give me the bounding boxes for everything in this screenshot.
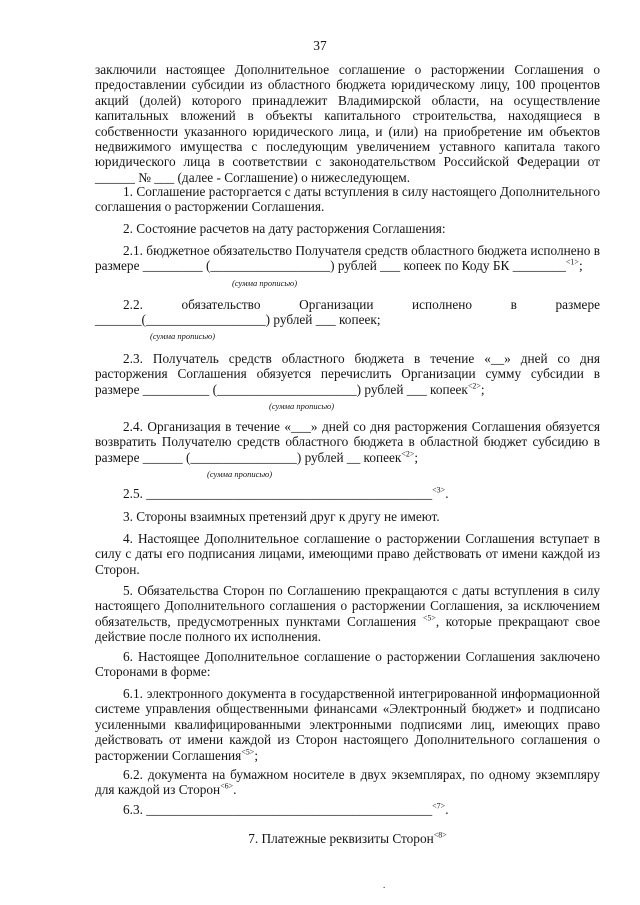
- footnote-ref: <8>: [433, 830, 447, 840]
- clause-6-2: [95, 767, 600, 798]
- sum-caption: (сумма прописью): [269, 401, 335, 411]
- clause-6-2-text: 6.2. документа на бумажном носителе в двух экземплярах, по одному экземпляру для каждой из Сторон: [95, 767, 600, 798]
- footnote-ref: <7>: [432, 801, 446, 811]
- clause-1: 1. Соглашение расторгается с даты вступления в силу настоящего Дополнительного соглашения о расторжении Соглашения.: [95, 184, 600, 215]
- clause-2-1-text: 2.1. бюджетное обязательство Получателя средств областного бюджета исполнено в размере _________ (__________________) рублей ___ копеек по Коду БК ________: [95, 243, 600, 274]
- footnote-ref: <3>: [432, 485, 446, 495]
- footnote-ref: <2>: [467, 381, 481, 391]
- sum-caption: (сумма прописью): [232, 278, 298, 288]
- clause-2-1: [95, 243, 600, 274]
- sum-caption: (сумма прописью): [207, 469, 273, 479]
- clause-end: ;: [480, 381, 485, 397]
- intro-paragraph: заключили настоящее Дополнительное соглашение о расторжении Соглашения о предоставлении субсидии из областного бюджета юридическому лицу, 100 процентов акций (долей) которого принадлежит Владимирской области, на осуществление капитальных вложений в объекты капитального строительства, находящиеся в собственности указанного юридического лица, и (или) на приобретение им объектов недвижимого имущества с последующим увеличением уставного капитала такого юридического лица в соответствии с законодательством Российской Федерации от ______ № ___ (далее - Соглашение) о нижеследующем.: [95, 62, 600, 185]
- clause-2-3-text: 2.3. Получатель средств областного бюджета в течение «__» дней со дня расторжения Соглашения обязуется перечислить Организации сумму субсидии в размере __________ (_____________________) рублей ___ копеек: [95, 351, 600, 397]
- clause-2-4-text: 2.4. Организация в течение «___» дней со дня расторжения Соглашения обязуется возвратить Получателю средств областного бюджета в областной бюджет субсидию в размере ______ (________________) рублей __ копеек: [95, 419, 600, 465]
- scan-speck: .: [383, 880, 386, 890]
- clause-6-1-text: 6.1. электронного документа в государственной интегрированной информационной системе управления общественными финансами «Электронный бюджет» и подписано усиленными квалифицированными электронными подписями лиц, имеющих право действовать от имени каждой из Сторон настоящего Дополнительного соглашения о расторжении Соглашения: [95, 686, 600, 763]
- footnote-ref: <1>: [565, 257, 579, 267]
- clause-6-3: [95, 802, 600, 817]
- clause-2-3: [95, 351, 600, 397]
- clause-2-2: 2.2. обязательство Организации исполнено в размере _______(__________________) рублей ___ копеек;: [95, 297, 600, 328]
- page-number: 37: [313, 38, 327, 53]
- clause-end: .: [445, 802, 449, 817]
- clause-5-text-end: , которые прекращают свое действие после полного их исполнения.: [95, 613, 601, 645]
- clause-end: ;: [254, 747, 259, 763]
- clause-end: ;: [414, 449, 419, 465]
- footnote-ref: <5>: [241, 747, 255, 757]
- clause-4: 4. Настоящее Дополнительное соглашение о расторжении Соглашения вступает в силу с даты его подписания лицами, имеющими право действовать от имени каждой из Сторон.: [95, 531, 600, 577]
- clause-end: .: [233, 782, 237, 798]
- footnote-ref: <6>: [220, 781, 234, 791]
- clause-7-text: 7. Платежные реквизиты Сторон: [248, 831, 434, 846]
- clause-2-4: [95, 419, 600, 465]
- clause-end: ;: [578, 258, 583, 274]
- clause-5: [95, 583, 600, 645]
- footnote-ref: <5>: [422, 613, 436, 623]
- clause-6-1: [95, 686, 600, 763]
- sum-caption: (сумма прописью): [150, 331, 216, 341]
- clause-6-3-text: 6.3. ___________________________________________: [123, 802, 433, 817]
- clause-7-heading: [95, 831, 600, 846]
- clause-2: 2. Состояние расчетов на дату расторжения Соглашения:: [123, 221, 446, 236]
- clause-2-5-text: 2.5. ___________________________________________: [123, 486, 433, 501]
- clause-end: .: [445, 486, 449, 501]
- clause-6: 6. Настоящее Дополнительное соглашение о расторжении Соглашения заключено Сторонами в форме:: [95, 649, 600, 680]
- clause-2-5: [95, 486, 600, 501]
- clause-3: 3. Стороны взаимных претензий друг к другу не имеют.: [123, 509, 440, 524]
- clause-5-text: 5. Обязательства Сторон по Соглашению прекращаются с даты вступления в силу настоящего Дополнительного соглашения о расторжении Соглашения, за исключением обязательств, предусмотренных пунктами Соглашения: [95, 583, 600, 629]
- footnote-ref: <2>: [401, 449, 415, 459]
